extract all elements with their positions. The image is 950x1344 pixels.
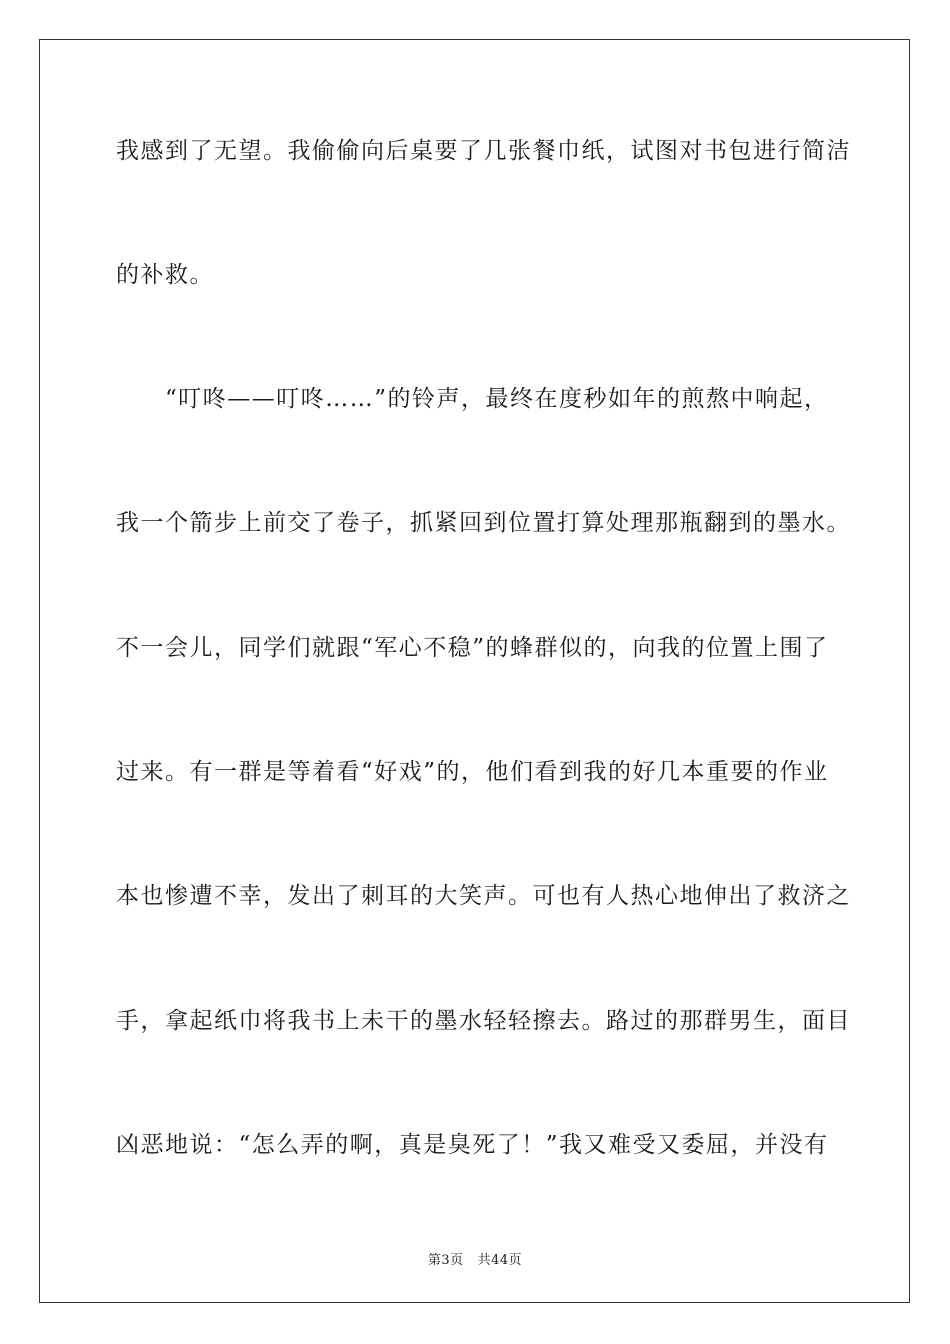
page-footer	[0, 1249, 950, 1268]
text-line-2: 的补救。	[116, 262, 214, 288]
page-border	[39, 39, 910, 1303]
text-line-6: 过来。有一群是等着看“好戏”的，他们看到我的好几本重要的作业	[116, 759, 829, 785]
text-line-9: 凶恶地说：“怎么弄的啊，真是臭死了！”我又难受又委屈，并没有	[116, 1132, 829, 1158]
text-line-3: “叮咚——叮咚……”的铃声，最终在度秒如年的煎熬中响起，	[116, 386, 829, 412]
text-line-1: 我感到了无望。我偷偷向后桌要了几张餐巾纸，试图对书包进行简洁	[116, 138, 851, 164]
text-line-8: 手，拿起纸巾将我书上未干的墨水轻轻擦去。路过的那群男生，面目	[116, 1008, 851, 1034]
text-line-4: 我一个箭步上前交了卷子，抓紧回到位置打算处理那瓶翻到的墨水。	[116, 510, 851, 536]
text-line-7: 本也惨遭不幸，发出了刺耳的大笑声。可也有人热心地伸出了救济之	[116, 883, 851, 909]
page-number: 第3页	[427, 1253, 464, 1268]
page-total: 共44页	[477, 1253, 523, 1268]
text-line-5: 不一会儿，同学们就跟“军心不稳”的蜂群似的，向我的位置上围了	[116, 635, 829, 661]
